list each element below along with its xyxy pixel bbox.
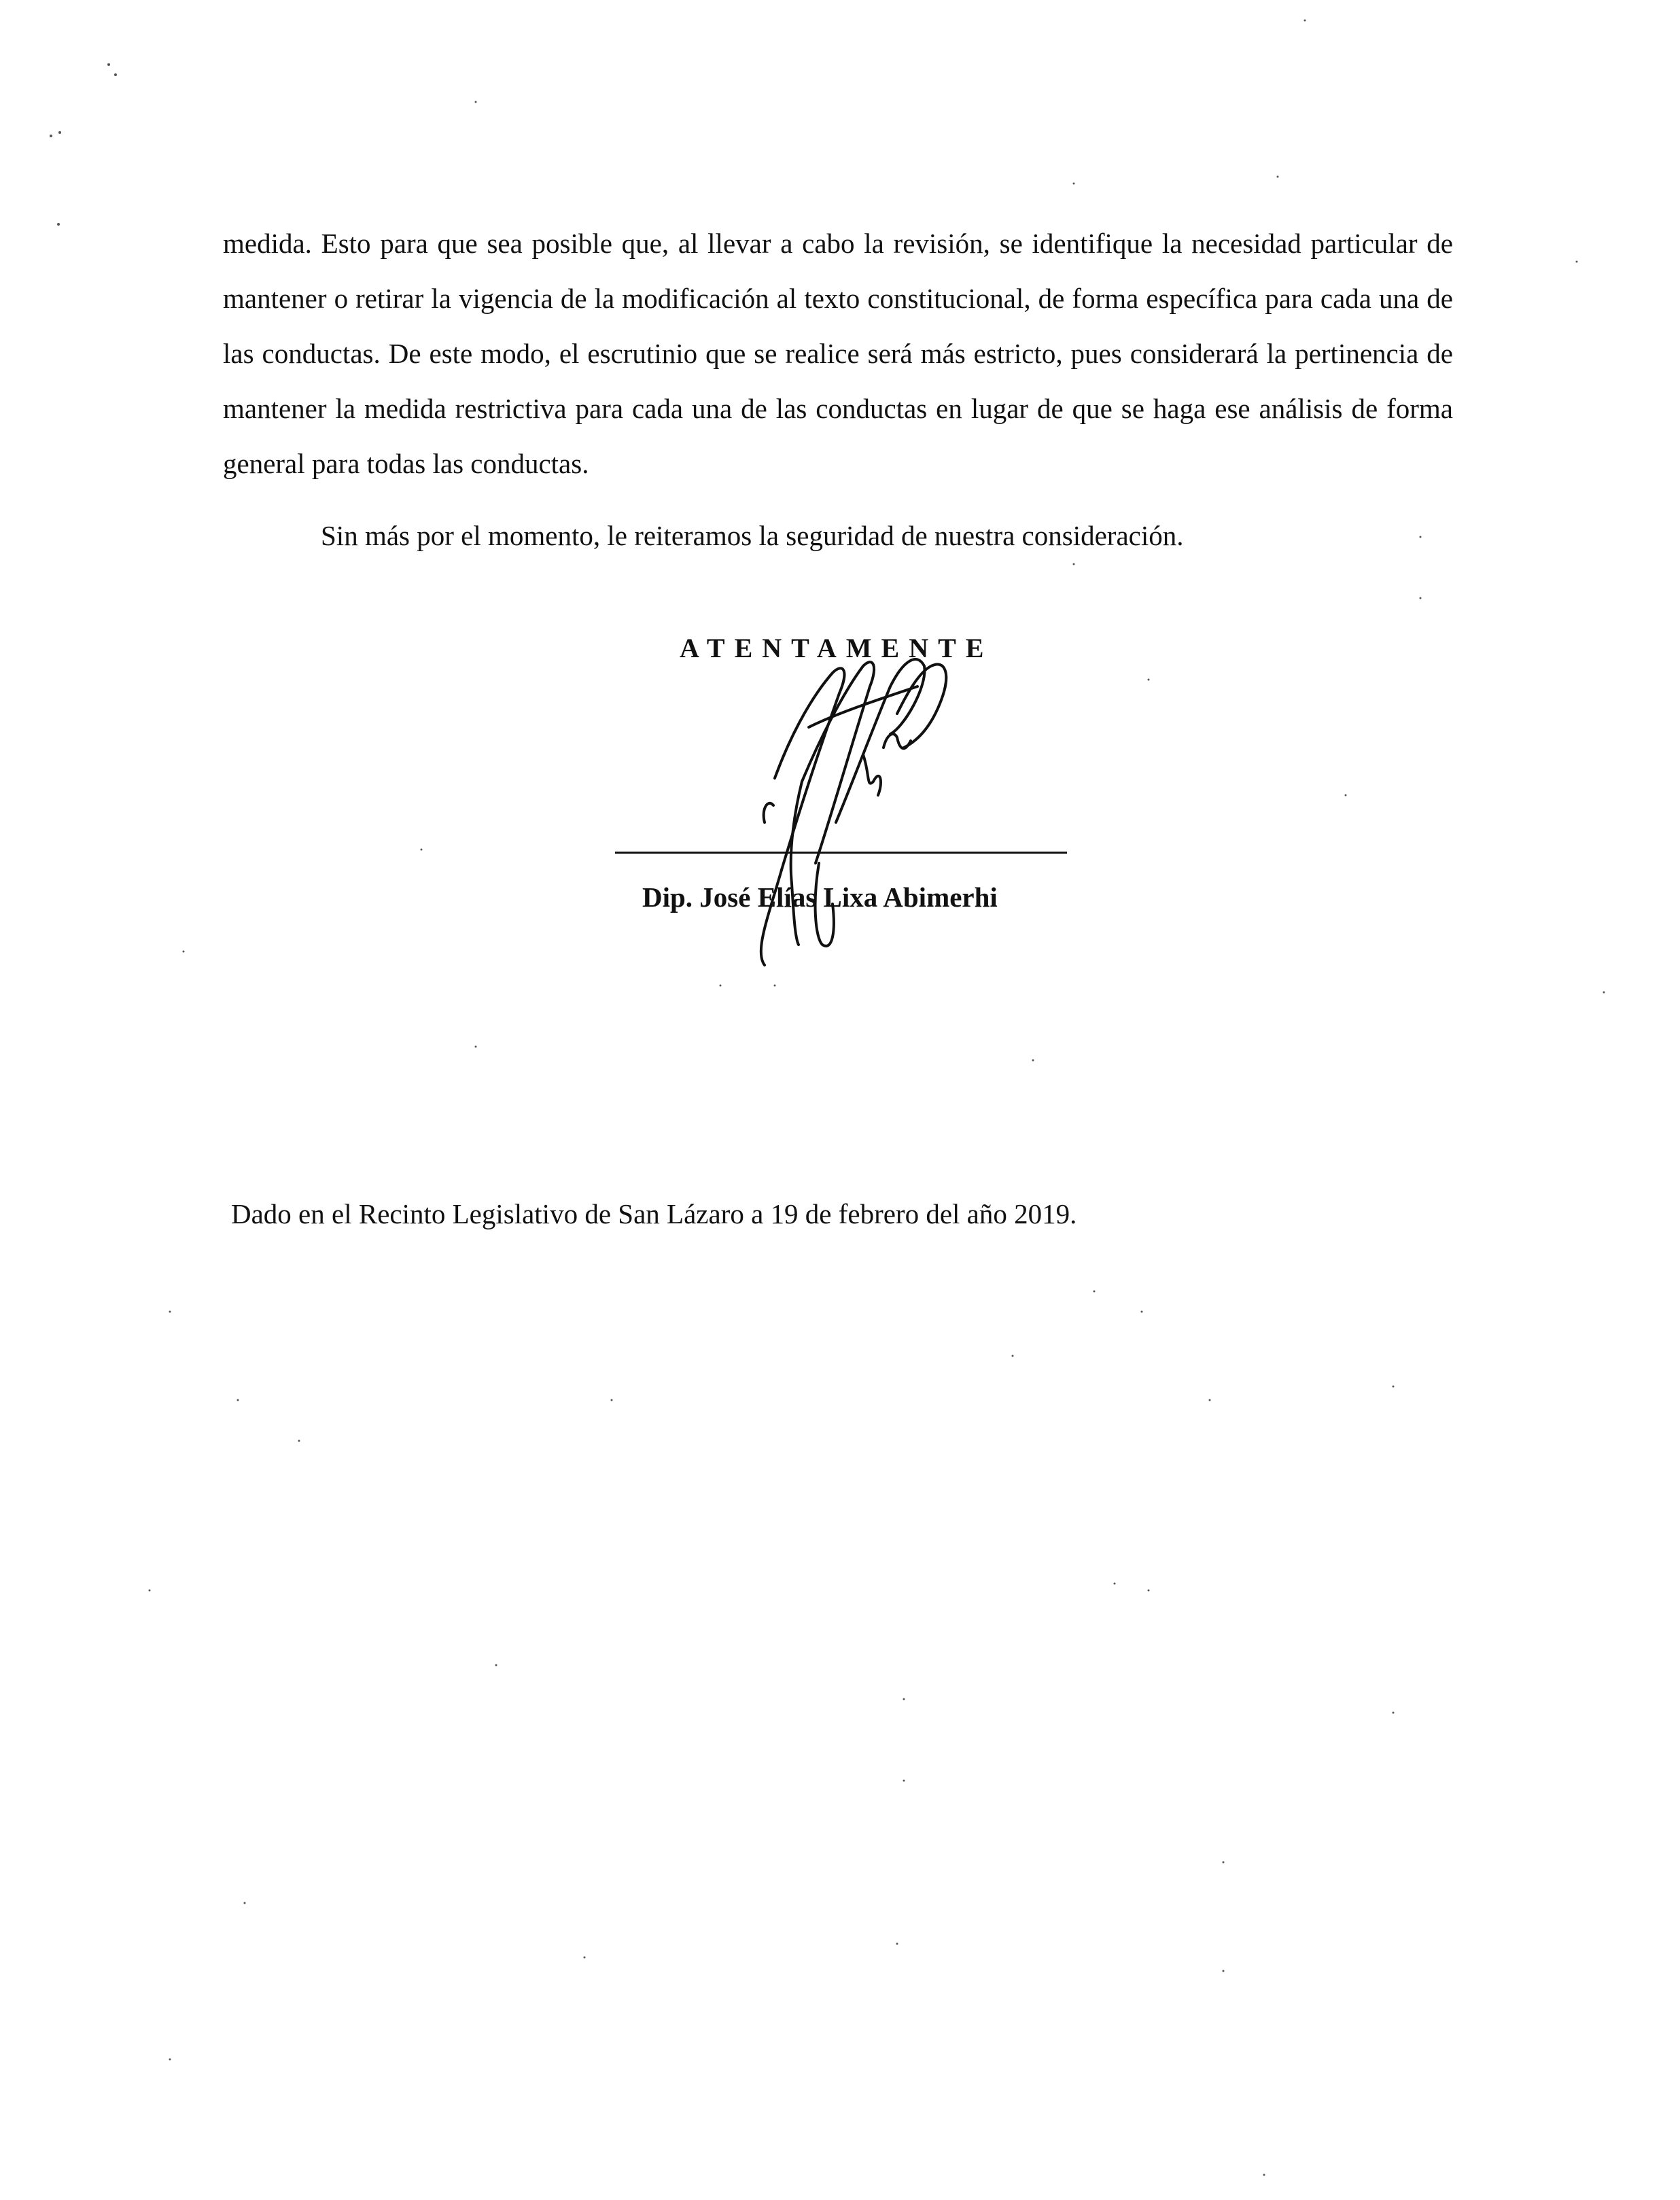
date-line: Dado en el Recinto Legislativo de San Lázaro a 19 de febrero del año 2019.: [231, 1198, 1077, 1229]
body-paragraph: medida. Esto para que sea posible que, al llevar a cabo la revisión, se identifique la necesidad particular de mantener o retirar la vigencia de la modificación al texto constitucional, de forma específica para cada una de las conductas. De este modo, el escrutinio que se realice será más estricto, pues considerará la pertinencia de mantener la medida restrictiva para cada una de las conductas en lugar de que se haga ese análisis de forma general para todas las conductas.: [223, 228, 1453, 479]
closing-word: ATENTAMENTE: [680, 633, 994, 663]
closing-line: Sin más por el momento, le reiteramos la seguridad de nuestra consideración.: [321, 520, 1184, 551]
signer-name: Dip. José Elías Lixa Abimerhi: [642, 881, 998, 913]
handwritten-signature: [700, 646, 985, 972]
